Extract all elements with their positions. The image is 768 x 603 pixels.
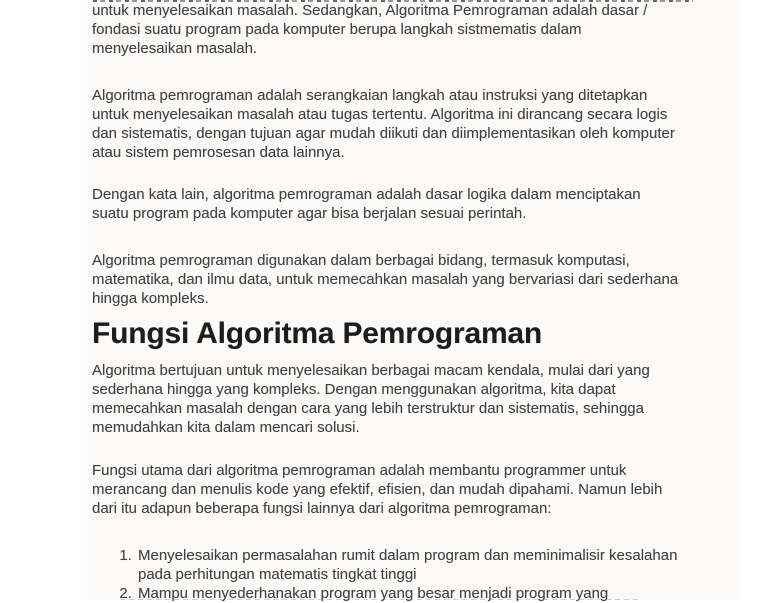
paragraph: [92, 461, 662, 518]
paragraph-line: untuk menyelesaikan masalah atau tugas tertentu. Algoritma ini dirancang secara logis: [92, 106, 668, 123]
paragraph-line: memudahkan kita dalam mencari solusi.: [92, 419, 360, 436]
numbered-list: [92, 546, 677, 603]
list-item: [136, 546, 677, 584]
clipped-text-remnant-top: [93, 0, 693, 2]
paragraph-line: Algoritma pemrograman adalah serangkaian langkah atau instruksi yang ditetapkan: [92, 87, 648, 104]
paragraph-line: Dengan kata lain, algoritma pemrograman adalah dasar logika dalam menciptakan: [92, 186, 641, 203]
section-heading: Fungsi Algoritma Pemrograman: [92, 317, 543, 350]
paragraph: [92, 1, 647, 58]
paragraph-line: dan sistematis, dengan tujuan agar mudah diikuti dan diimplementasikan oleh komputer: [92, 125, 675, 142]
paragraph: [92, 86, 675, 162]
paragraph-line: merancang dan menulis kode yang efektif, efisien, dan mudah dipahami. Namun lebih: [92, 481, 663, 498]
list-item-line: 1. Menyelesaikan permasalahan rumit dalam program dan meminimalisir kesalahan: [138, 547, 678, 564]
list-item-line: pada perhitungan matematis tingkat tinggi: [138, 566, 417, 583]
paragraph-line: fondasi suatu program pada komputer berupa langkah sistmematis dalam: [92, 21, 582, 38]
paragraph-line: matematika, dan ilmu data, untuk memecahkan masalah yang bervariasi dari sederhana: [92, 271, 679, 288]
list-item: [136, 584, 677, 603]
paragraph-line: Algoritma pemrograman digunakan dalam berbagai bidang, termasuk komputasi,: [92, 252, 630, 269]
paragraph-line: menyelesaikan masalah.: [92, 40, 258, 57]
paragraph-line: atau sistem pemrosesan data lainnya.: [92, 144, 345, 161]
paragraph-line: untuk menyelesaikan masalah. Sedangkan, Algoritma Pemrograman adalah dasar /: [92, 2, 648, 19]
paragraph-line: suatu program pada komputer agar bisa berjalan sesuai perintah.: [92, 205, 527, 222]
list-item-line: 2. Mampu menyederhanakan program yang besar menjadi program yang: [138, 585, 609, 602]
paragraph: [92, 251, 678, 308]
paragraph-line: memecahkan masalah dengan cara yang lebih terstruktur dan sistematis, sehingga: [92, 400, 644, 417]
paragraph-line: sederhana hingga yang kompleks. Dengan menggunakan algoritma, kita dapat: [92, 381, 616, 398]
paragraph-line: hingga kompleks.: [92, 290, 209, 307]
paragraph-line: Fungsi utama dari algoritma pemrograman adalah membantu programmer untuk: [92, 462, 627, 479]
paragraph-line: Algoritma bertujuan untuk menyelesaikan berbagai macam kendala, mulai dari yang: [92, 362, 650, 379]
paragraph: [92, 361, 650, 437]
paragraph: [92, 185, 641, 223]
paragraph-line: dari itu adapun beberapa fungsi lainnya dari algoritma pemrograman:: [92, 500, 552, 517]
